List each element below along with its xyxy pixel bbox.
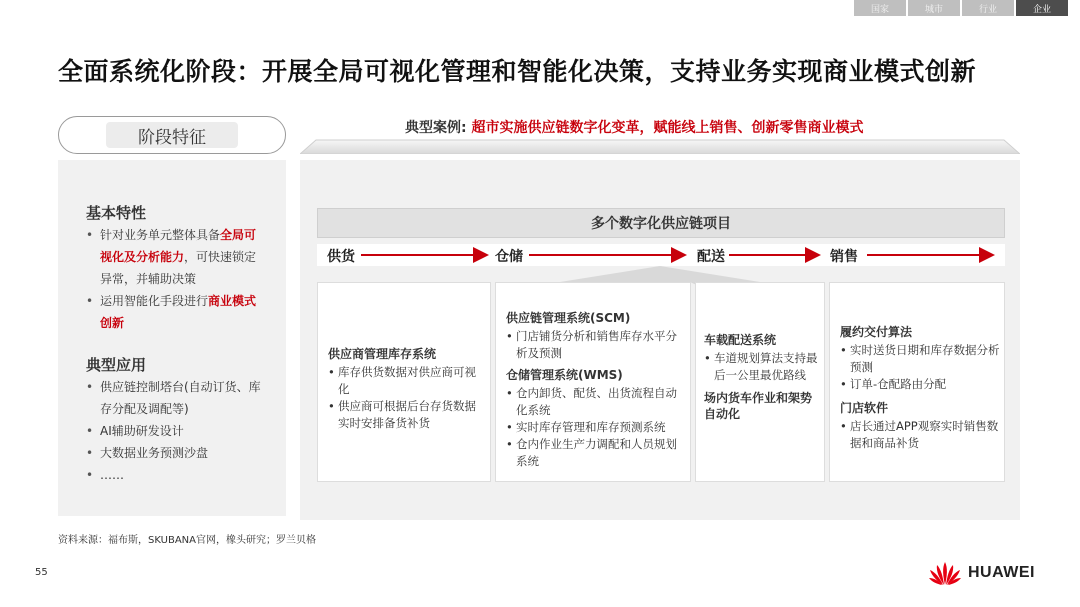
basic-feature-text: 针对业务单元整体具备: [100, 228, 221, 242]
stage-supply: 供货: [327, 249, 355, 265]
card-sales-list-2: [840, 418, 1000, 452]
case-label: 典型案例:: [405, 120, 472, 136]
basic-feature-text: ，可快速锁定异常，并辅助决策: [100, 250, 257, 286]
page-number: 55: [35, 567, 48, 578]
card-item: • 仓内卸货、配货、出货流程自动化系统: [506, 385, 686, 419]
basic-features-list: [86, 224, 266, 334]
app-item: • AI辅助研发设计: [86, 420, 266, 442]
card-item: • 店长通过APP观察实时销售数据和商品补货: [840, 418, 1000, 452]
card-delivery-title-2: 场内货车作业和架势自动化: [704, 391, 813, 421]
card-item: • 车道规划算法支持最后一公里最优路线: [704, 350, 820, 384]
project-bar: 多个数字化供应链项目: [317, 208, 1005, 238]
card-item: • 实时库存管理和库存预测系统: [506, 419, 686, 436]
stage-warehouse: 仓储: [495, 249, 523, 265]
stage-feature-pill: [58, 116, 286, 154]
case-header-bar: [300, 138, 1020, 154]
stage-delivery: 配送: [697, 249, 725, 265]
basic-features-title: 基本特性: [86, 204, 147, 222]
card-sales-list: [840, 342, 1000, 393]
card-sales-title-2: 门店软件: [840, 401, 889, 415]
app-item: • 大数据业务预测沙盘: [86, 442, 266, 464]
basic-feature-highlight: 全局可视化及分析能力: [100, 228, 257, 264]
card-delivery-title: 车载配送系统: [704, 333, 777, 347]
left-panel: [58, 160, 286, 516]
card-item: • 订单-仓配路由分配: [840, 376, 1000, 393]
basic-feature-item: [86, 224, 266, 290]
tab-city[interactable]: 城市: [908, 0, 960, 16]
typical-apps-list: [86, 376, 266, 486]
source-note: 资料来源：福布斯，SKUBANA官网，橡头研究；罗兰贝格: [58, 535, 316, 546]
typical-apps-title: 典型应用: [86, 356, 147, 374]
basic-feature-text: 运用智能化手段进行: [100, 294, 209, 308]
card-item: • 门店铺货分析和销售库存水平分析及预测: [506, 328, 686, 362]
card-scm-list: [506, 328, 686, 362]
stage-sales: 销售: [830, 249, 858, 265]
app-item: • ……: [86, 464, 266, 486]
flow-arrows: [317, 244, 1005, 266]
app-item: • 供应链控制塔台(自动订货、库存分配及调配等): [86, 376, 266, 420]
card-warehouse: [495, 282, 691, 482]
tab-enterprise[interactable]: 企业: [1016, 0, 1068, 16]
top-nav-tabs: [852, 0, 1068, 16]
card-supplier-title: 供应商管理库存系统: [328, 347, 437, 361]
card-delivery-list: [704, 350, 820, 384]
basic-feature-item: [86, 290, 266, 334]
card-wms-list: [506, 385, 686, 470]
card-scm-title: 供应链管理系统(SCM): [506, 311, 631, 325]
stage-feature-label: 阶段特征: [106, 122, 238, 148]
page-title: 全面系统化阶段：开展全局可视化管理和智能化决策，支持业务实现商业模式创新: [58, 57, 977, 86]
logo-text: HUAWEI: [968, 564, 1035, 581]
huawei-flower-icon: [928, 560, 962, 586]
card-item: • 仓内作业生产力调配和人员规划系统: [506, 436, 686, 470]
huawei-logo: [928, 560, 1035, 586]
card-supplier: [317, 282, 491, 482]
card-sales: [829, 282, 1005, 482]
tab-country[interactable]: 国家: [854, 0, 906, 16]
card-sales-title: 履约交付算法: [840, 325, 913, 339]
basic-feature-highlight: 商业模式创新: [100, 294, 257, 330]
card-delivery: [695, 282, 825, 482]
case-heading: [405, 117, 863, 137]
case-text: 超市实施供应链数字化变革，赋能线上销售、创新零售商业模式: [471, 120, 864, 136]
card-item: • 供应商可根据后台存货数据实时安排备货补货: [328, 398, 484, 432]
card-supplier-list: [328, 364, 484, 432]
card-item: • 库存供货数据对供应商可视化: [328, 364, 484, 398]
card-wms-title: 仓储管理系统(WMS): [506, 368, 623, 382]
tab-industry[interactable]: 行业: [962, 0, 1014, 16]
card-item: • 实时送货日期和库存数据分析预测: [840, 342, 1000, 376]
